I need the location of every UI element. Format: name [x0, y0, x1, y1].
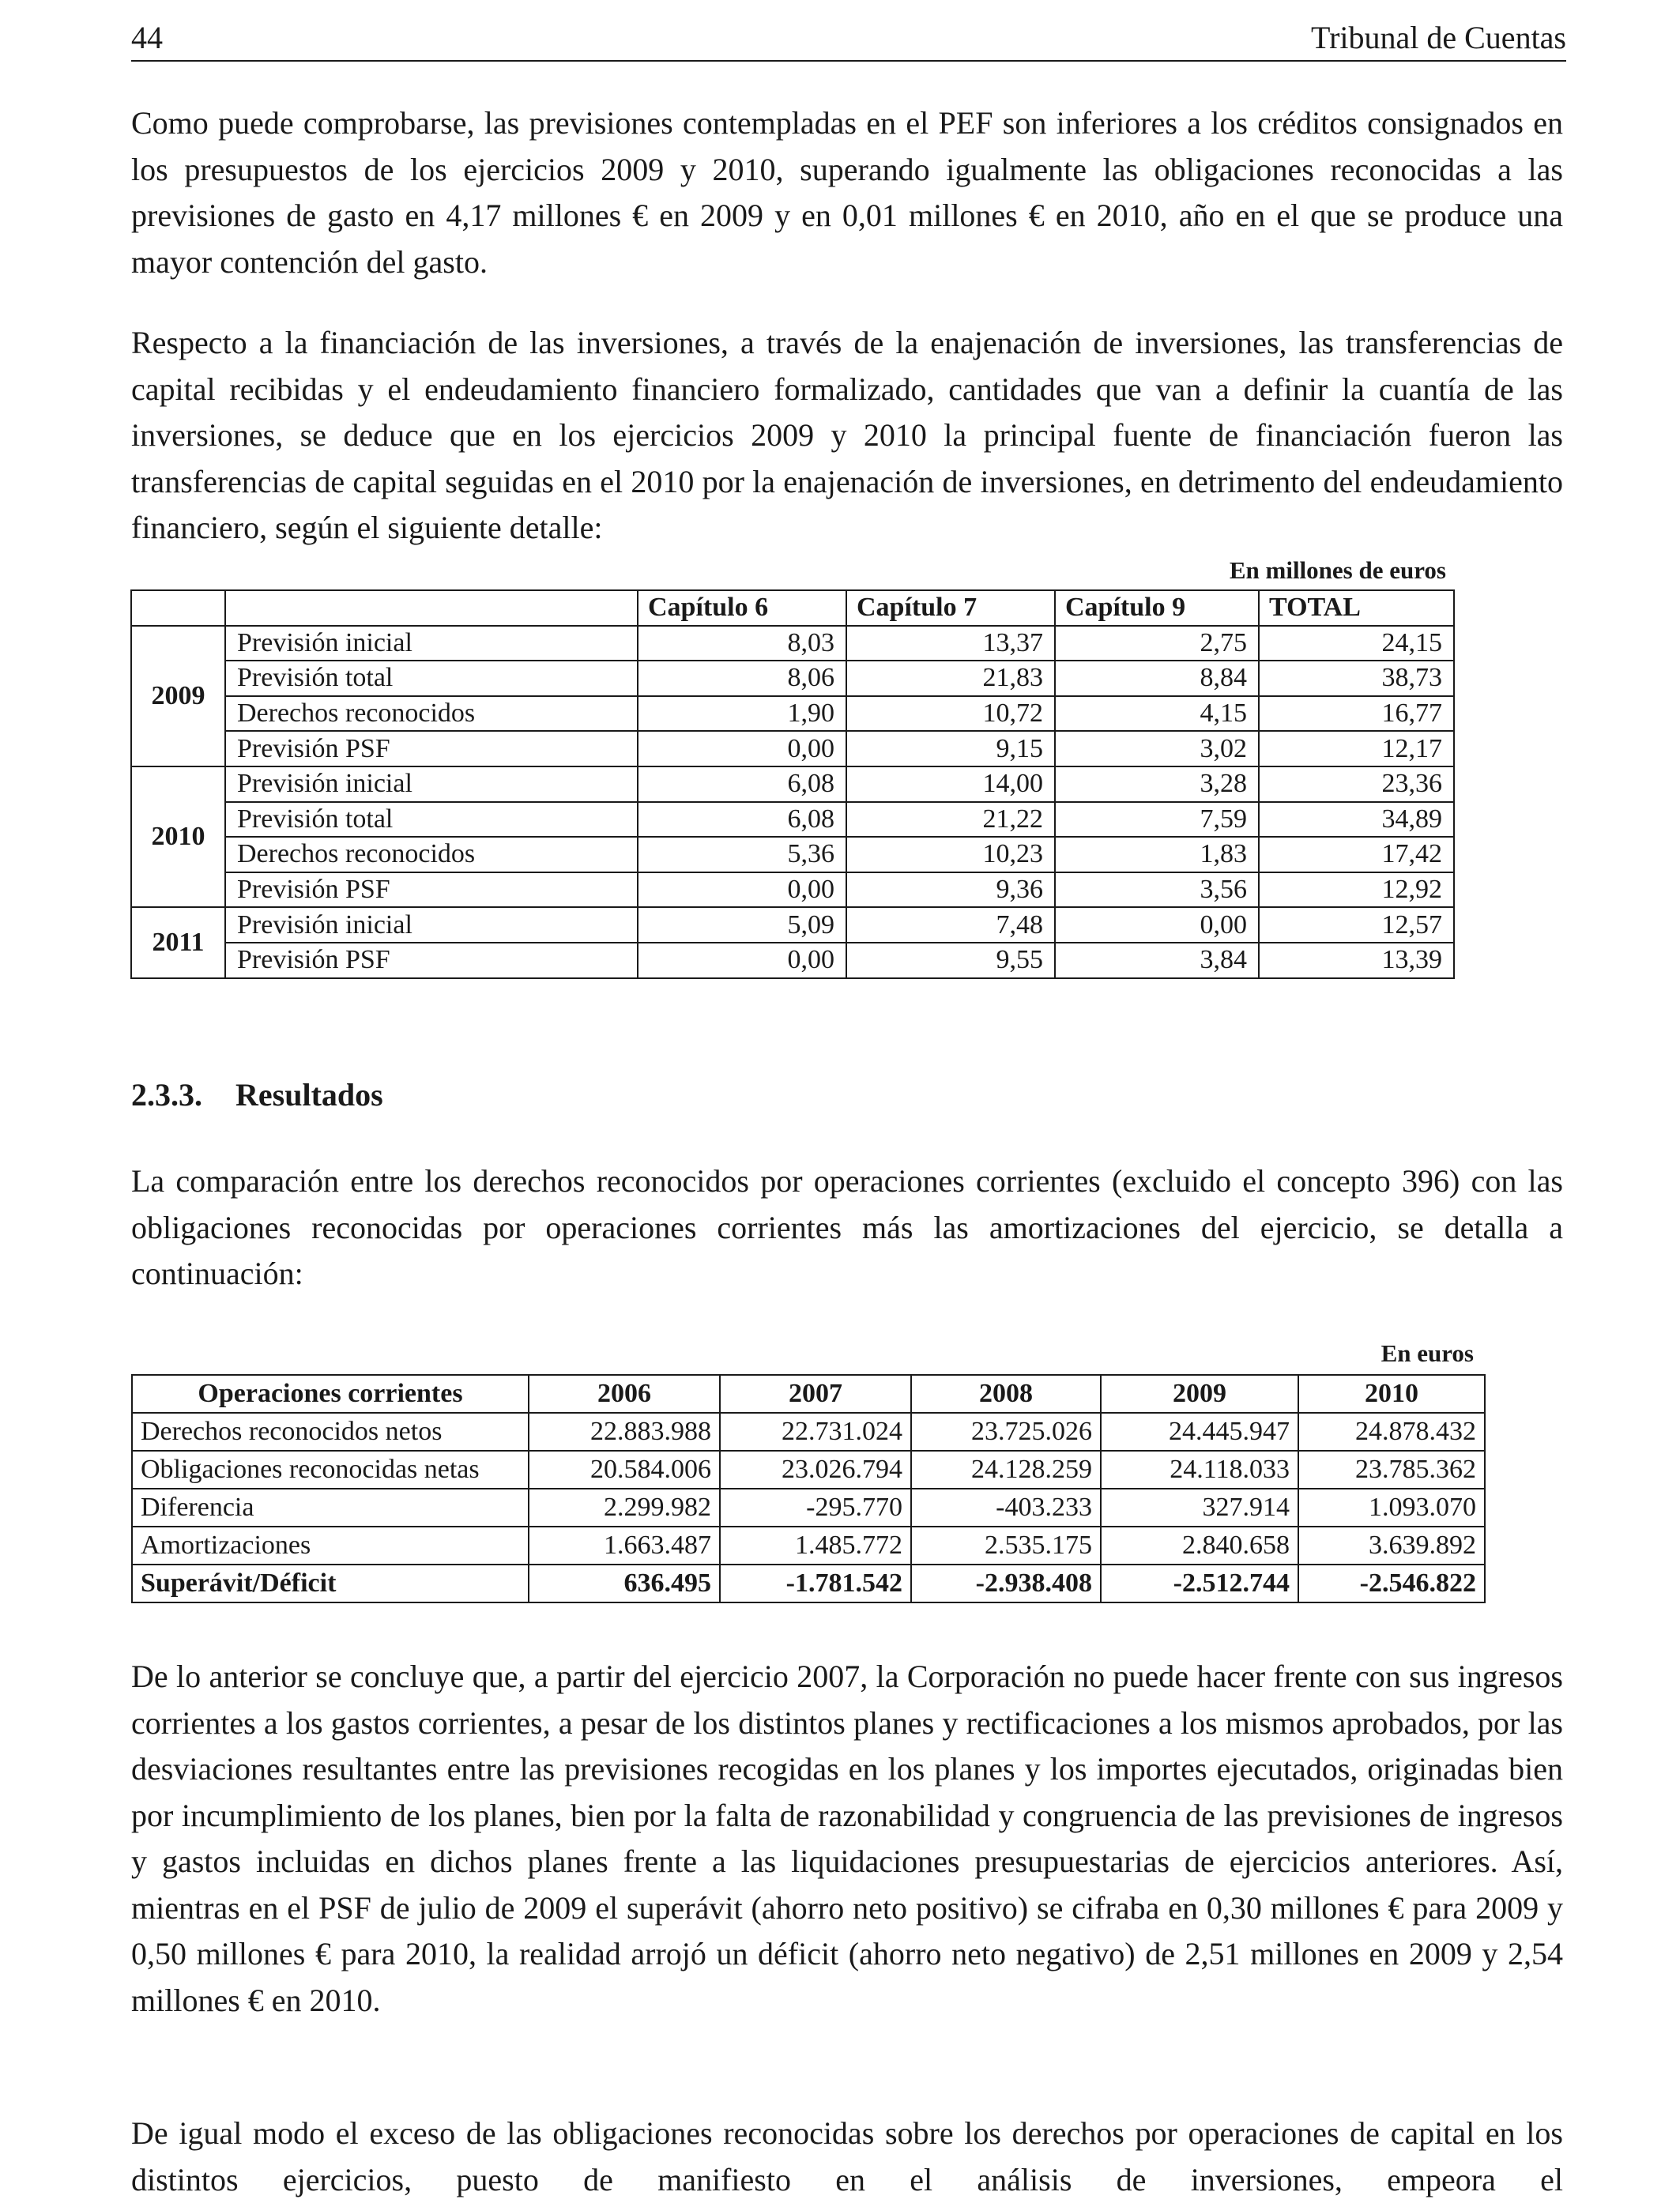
table-row	[132, 1451, 1485, 1489]
row-label: Previsión PSF	[225, 872, 638, 908]
row-label: Previsión PSF	[225, 943, 638, 978]
value-cell: 1.485.772	[720, 1527, 911, 1565]
value-cell: 12,17	[1259, 731, 1454, 766]
value-cell: 9,55	[846, 943, 1055, 978]
column-header: Capítulo 7	[846, 590, 1055, 626]
value-cell: 1.093.070	[1298, 1489, 1485, 1527]
value-cell: 0,00	[638, 872, 846, 908]
value-cell: 3,28	[1055, 766, 1259, 802]
column-header: Capítulo 6	[638, 590, 846, 626]
column-header: 2009	[1101, 1375, 1298, 1413]
corner-cell	[131, 590, 225, 626]
table-row	[131, 907, 1454, 943]
row-label: Diferencia	[132, 1489, 529, 1527]
value-cell: 10,72	[846, 696, 1055, 732]
value-cell: 38,73	[1259, 661, 1454, 696]
financing-table	[130, 589, 1455, 979]
table-row	[131, 943, 1454, 978]
paragraph-3: La comparación entre los derechos reconocidos por operaciones corrientes (excluido el concepto 396) con las obligaciones reconocidas por operaciones corrientes más las amortizaciones del ejercicio, se detalla a continuación:	[131, 1163, 1563, 1291]
table-row	[131, 802, 1454, 838]
value-cell: 24.445.947	[1101, 1413, 1298, 1451]
table-row	[132, 1565, 1485, 1602]
row-label: Superávit/Déficit	[132, 1565, 529, 1602]
current-operations-table	[131, 1374, 1486, 1603]
value-cell: 20.584.006	[529, 1451, 720, 1489]
year-cell: 2009	[131, 626, 225, 766]
column-header: 2010	[1298, 1375, 1485, 1413]
header-title: Tribunal de Cuentas	[1311, 20, 1566, 55]
value-cell: 0,00	[638, 943, 846, 978]
paragraph-1: Como puede comprobarse, las previsiones contempladas en el PEF son inferiores a los créditos consignados en los presupuestos de los ejercicios 2009 y 2010, superando igualmente las obligaciones reconocidas a las previsiones de gasto en 4,17 millones € en 2009 y en 0,01 millones € en 2010, año en el que se produce una mayor contención del gasto.	[131, 105, 1563, 280]
value-cell: 2.535.175	[911, 1527, 1101, 1565]
row-label: Derechos reconocidos	[225, 837, 638, 872]
table-row	[132, 1413, 1485, 1451]
row-label: Derechos reconocidos netos	[132, 1413, 529, 1451]
value-cell: 34,89	[1259, 802, 1454, 838]
value-cell: 12,57	[1259, 907, 1454, 943]
value-cell: 24.128.259	[911, 1451, 1101, 1489]
row-label: Previsión PSF	[225, 731, 638, 766]
table-row	[131, 837, 1454, 872]
value-cell: -1.781.542	[720, 1565, 911, 1602]
value-cell: 327.914	[1101, 1489, 1298, 1527]
value-cell: 4,15	[1055, 696, 1259, 732]
value-cell: 9,15	[846, 731, 1055, 766]
value-cell: 7,48	[846, 907, 1055, 943]
row-label: Obligaciones reconocidas netas	[132, 1451, 529, 1489]
paragraph-5: De igual modo el exceso de las obligaciones reconocidas sobre los derechos por operaciones de capital en los distintos ejercicios, puesto de manifiesto en el análisis de inversiones, empeora el	[131, 2115, 1563, 2197]
value-cell: 1,83	[1055, 837, 1259, 872]
label-header-cell	[225, 590, 638, 626]
row-label: Previsión inicial	[225, 907, 638, 943]
value-cell: 22.883.988	[529, 1413, 720, 1451]
value-cell: 2.299.982	[529, 1489, 720, 1527]
value-cell: -2.938.408	[911, 1565, 1101, 1602]
paragraph-2: Respecto a la financiación de las inversiones, a través de la enajenación de inversiones, las transferencias de capital recibidas y el endeudamiento financiero formalizado, cantidades que van a definir la cuantía de las inversiones, se deduce que en los ejercicios 2009 y 2010 la principal fuente de financiación fueron las transferencias de capital seguidas en el 2010 por la enajenación de inversiones, en detrimento del endeudamiento financiero, según el siguiente detalle:	[131, 325, 1563, 545]
table-row	[131, 766, 1454, 802]
value-cell: 24.878.432	[1298, 1413, 1485, 1451]
column-header: Operaciones corrientes	[132, 1375, 529, 1413]
value-cell: 0,00	[638, 731, 846, 766]
value-cell: -2.546.822	[1298, 1565, 1485, 1602]
table-row	[131, 696, 1454, 732]
table-row	[131, 626, 1454, 661]
value-cell: 9,36	[846, 872, 1055, 908]
table1-unit: En millones de euros	[1229, 556, 1446, 584]
value-cell: -403.233	[911, 1489, 1101, 1527]
value-cell: 3,84	[1055, 943, 1259, 978]
table-row	[131, 731, 1454, 766]
column-header: Capítulo 9	[1055, 590, 1259, 626]
page-header	[131, 14, 1566, 62]
value-cell: 23.725.026	[911, 1413, 1101, 1451]
value-cell: 3,56	[1055, 872, 1259, 908]
value-cell: 3.639.892	[1298, 1527, 1485, 1565]
value-cell: 17,42	[1259, 837, 1454, 872]
value-cell: 14,00	[846, 766, 1055, 802]
column-header: 2007	[720, 1375, 911, 1413]
row-label: Previsión total	[225, 661, 638, 696]
section-number: 2.3.3.	[131, 1077, 202, 1113]
value-cell: 1.663.487	[529, 1527, 720, 1565]
section-heading	[131, 1076, 383, 1113]
row-label: Previsión total	[225, 802, 638, 838]
value-cell: 22.731.024	[720, 1413, 911, 1451]
value-cell: 5,09	[638, 907, 846, 943]
value-cell: 21,83	[846, 661, 1055, 696]
value-cell: 8,03	[638, 626, 846, 661]
value-cell: 3,02	[1055, 731, 1259, 766]
value-cell: 16,77	[1259, 696, 1454, 732]
value-cell: 2.840.658	[1101, 1527, 1298, 1565]
section-title: Resultados	[235, 1077, 383, 1113]
value-cell: 10,23	[846, 837, 1055, 872]
value-cell: 24.118.033	[1101, 1451, 1298, 1489]
row-label: Previsión inicial	[225, 766, 638, 802]
year-cell: 2011	[131, 907, 225, 977]
table-row	[132, 1489, 1485, 1527]
value-cell: 636.495	[529, 1565, 720, 1602]
column-header: TOTAL	[1259, 590, 1454, 626]
table-row	[131, 661, 1454, 696]
value-cell: 8,06	[638, 661, 846, 696]
value-cell: 23.785.362	[1298, 1451, 1485, 1489]
value-cell: 13,37	[846, 626, 1055, 661]
table-row	[131, 872, 1454, 908]
value-cell: 24,15	[1259, 626, 1454, 661]
value-cell: 6,08	[638, 766, 846, 802]
value-cell: 8,84	[1055, 661, 1259, 696]
column-header: 2006	[529, 1375, 720, 1413]
column-header: 2008	[911, 1375, 1101, 1413]
paragraph-4: De lo anterior se concluye que, a partir del ejercicio 2007, la Corporación no puede hacer frente con sus ingresos corrientes a los gastos corrientes, a pesar de los distintos planes y rectificaciones a los mismos aprobados, por las desviaciones resultantes entre las previsiones recogidas en los planes y los importes ejecutados, originadas bien por incumplimiento de los planes, bien por la falta de razonabilidad y congruencia de las previsiones de ingresos y gastos incluidas en dichos planes frente a las liquidaciones presupuestarias de ejercicios anteriores. Así, mientras en el PSF de julio de 2009 el superávit (ahorro neto positivo) se cifraba en 0,30 millones € para 2009 y 0,50 millones € para 2010, la realidad arrojó un déficit (ahorro neto negativo) de 2,51 millones en 2009 y 2,54 millones € en 2010.	[131, 1659, 1563, 2018]
value-cell: -2.512.744	[1101, 1565, 1298, 1602]
value-cell: 7,59	[1055, 802, 1259, 838]
value-cell: 23,36	[1259, 766, 1454, 802]
value-cell: -295.770	[720, 1489, 911, 1527]
value-cell: 23.026.794	[720, 1451, 911, 1489]
value-cell: 0,00	[1055, 907, 1259, 943]
year-cell: 2010	[131, 766, 225, 907]
value-cell: 21,22	[846, 802, 1055, 838]
value-cell: 5,36	[638, 837, 846, 872]
value-cell: 1,90	[638, 696, 846, 732]
value-cell: 2,75	[1055, 626, 1259, 661]
table-header-row	[132, 1375, 1485, 1413]
page-number: 44	[131, 20, 163, 55]
value-cell: 6,08	[638, 802, 846, 838]
row-label: Previsión inicial	[225, 626, 638, 661]
table-row	[132, 1527, 1485, 1565]
value-cell: 12,92	[1259, 872, 1454, 908]
table-header-row	[131, 590, 1454, 626]
row-label: Derechos reconocidos	[225, 696, 638, 732]
table2-unit: En euros	[1381, 1339, 1474, 1367]
value-cell: 13,39	[1259, 943, 1454, 978]
row-label: Amortizaciones	[132, 1527, 529, 1565]
